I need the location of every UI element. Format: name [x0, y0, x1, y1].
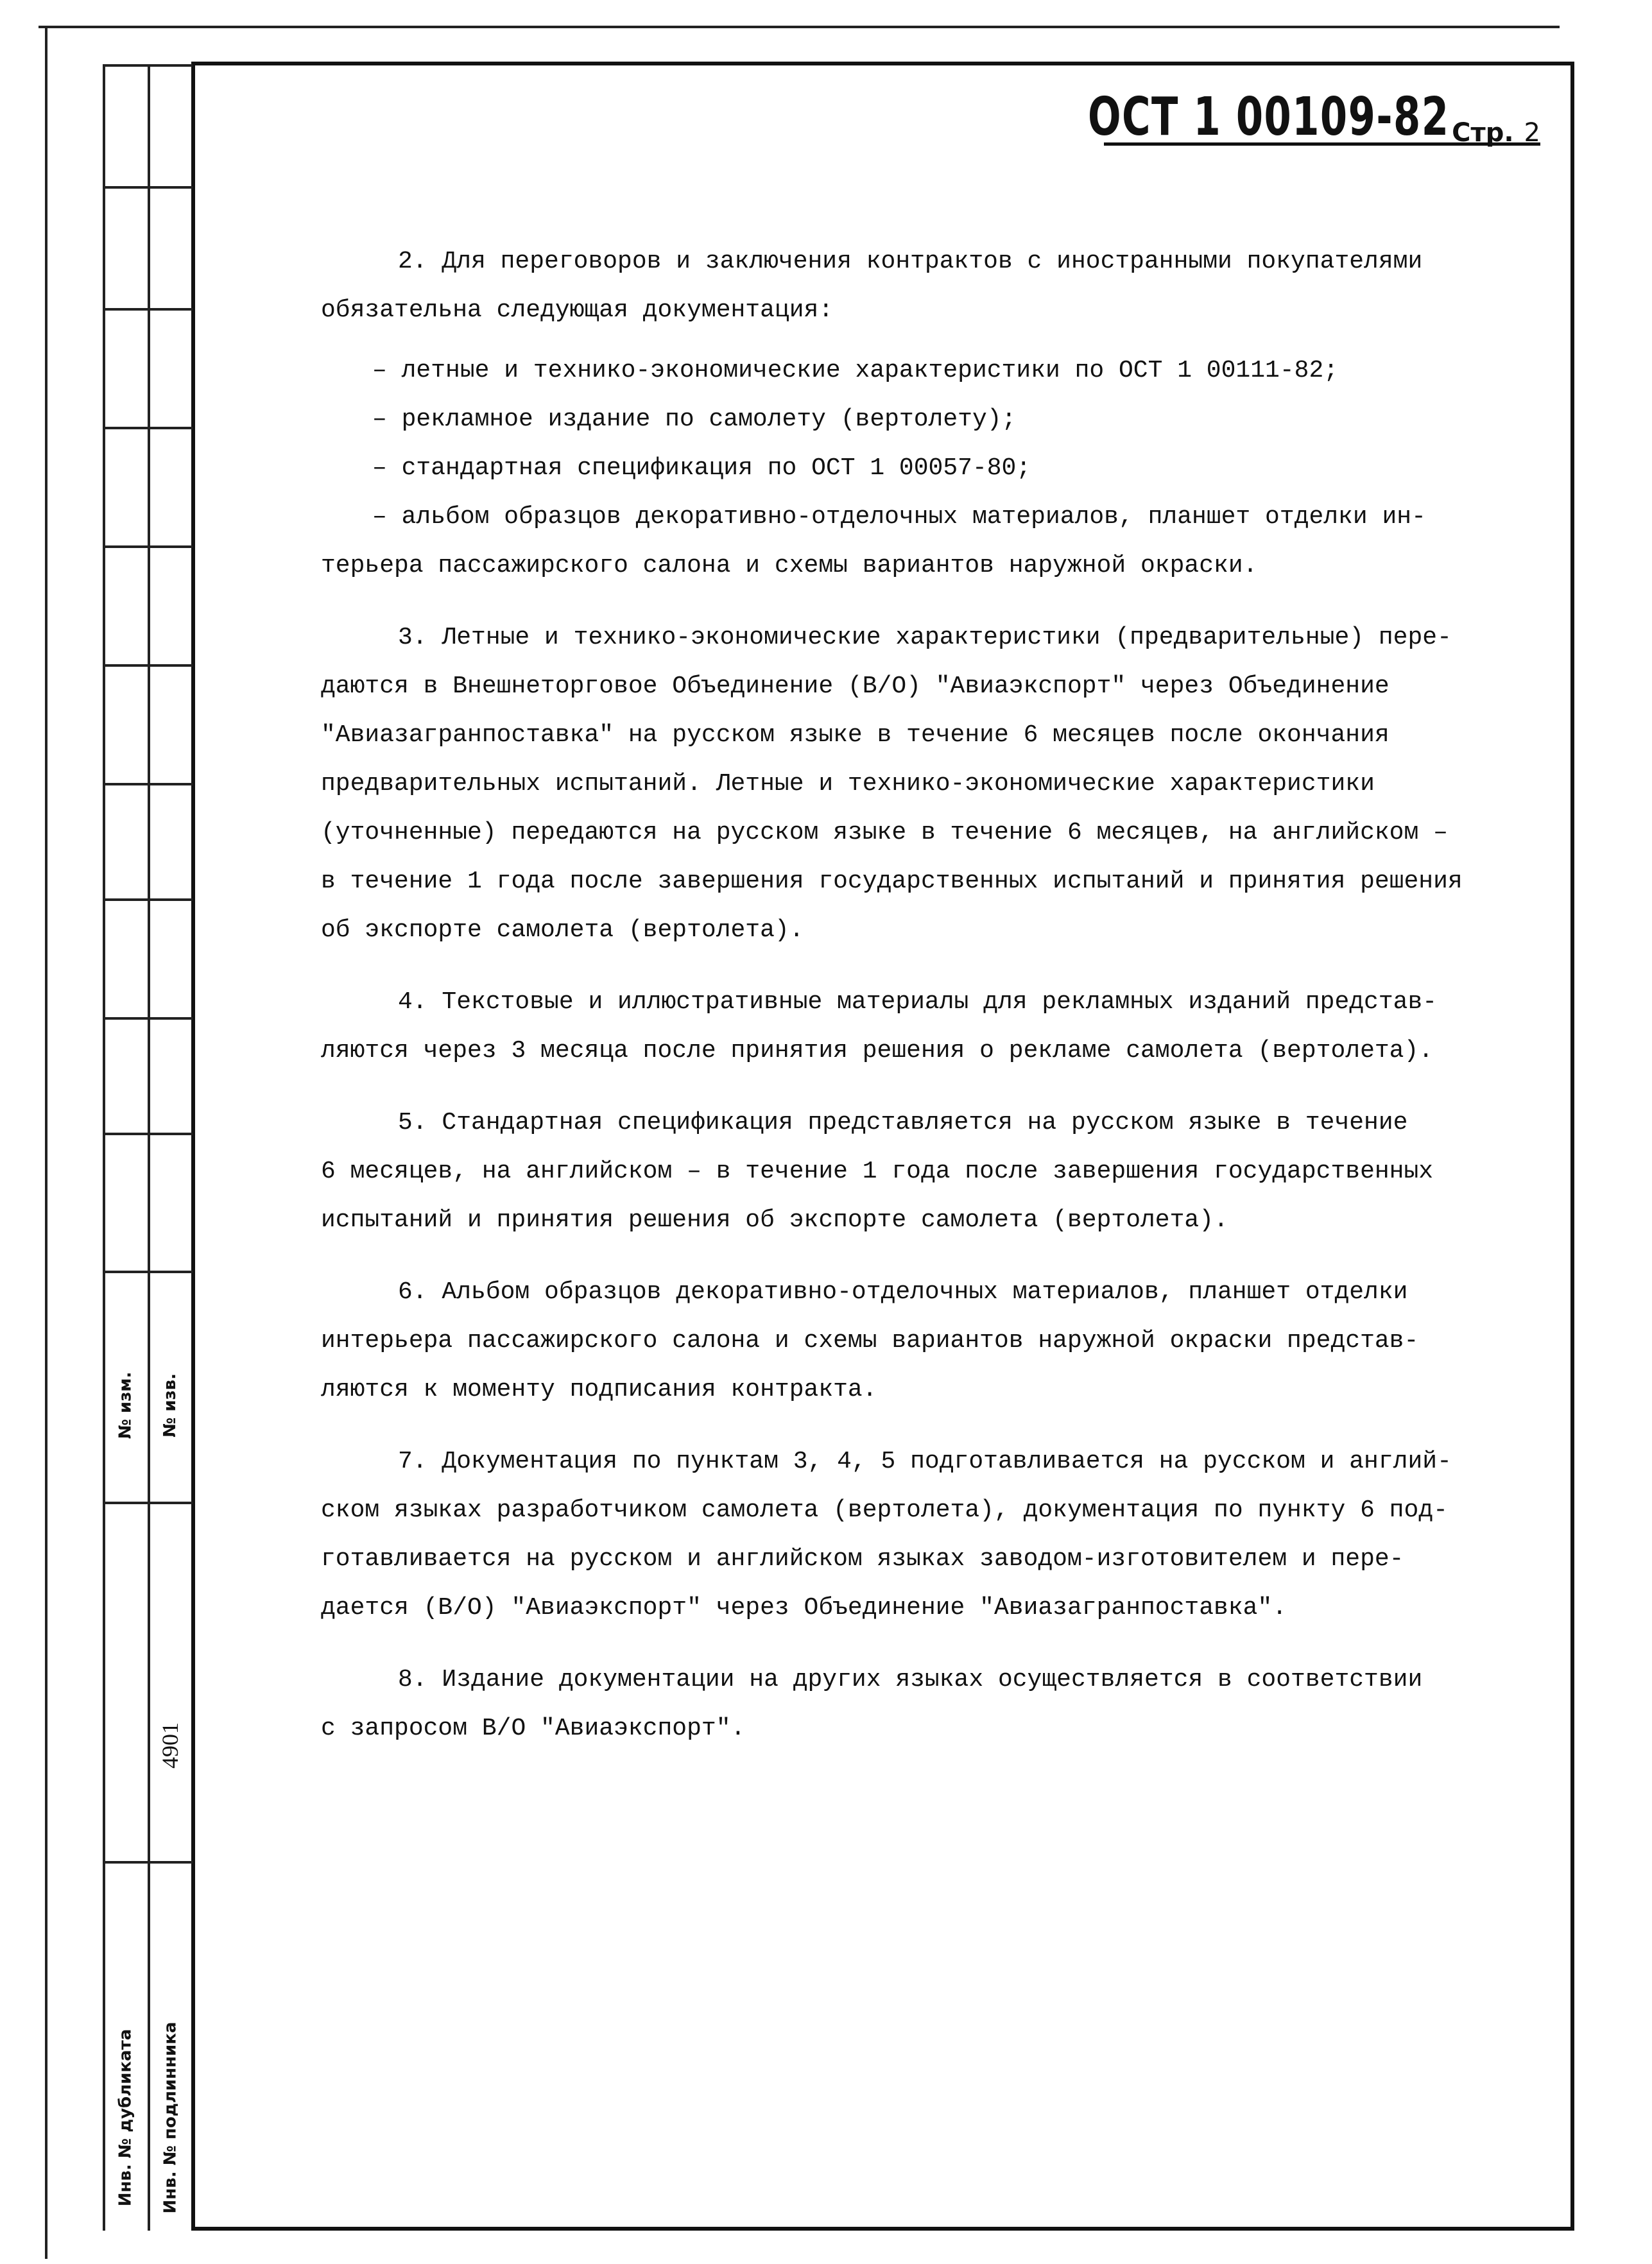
page-label: Стр. — [1452, 118, 1514, 148]
outer-left-border — [45, 26, 47, 2259]
paragraph-2-intro: 2. Для переговоров и заключения контрактов с иностранными покупателями обязательна следующая документация: — [321, 248, 1423, 324]
strip-border-left — [103, 64, 105, 2231]
notice-number-label: № изв. — [160, 1373, 180, 1437]
strip-row-divider — [103, 64, 193, 67]
paragraph-6: 6. Альбом образцов декоративно-отделочных материалов, планшет отделки интерьера пассажирского салона и схемы вариантов наружной окраски представ- ляются к моменту подписания контракта. — [321, 1278, 1419, 1403]
strip-row-divider — [103, 308, 193, 311]
strip-row-divider — [103, 1017, 193, 1020]
strip-row-divider — [103, 1271, 193, 1273]
duplicate-inventory-label: Инв. № дубликата — [116, 2028, 135, 2207]
paragraph-2-tail: терьера пассажирского салона и схемы вариантов наружной окраски. — [321, 552, 1258, 579]
page-number: 2 — [1524, 118, 1540, 148]
paragraph-4: 4. Текстовые и иллюстративные материалы для рекламных изданий представ- ляются через 3 месяца после принятия решения о рекламе самолета (вертолета). — [321, 988, 1438, 1065]
strip-row-divider — [103, 427, 193, 429]
side-stamp-strip — [103, 64, 193, 2231]
list-item: – рекламное издание по самолету (вертолету); — [372, 406, 1017, 433]
paragraph-3: 3. Летные и технико-экономические характеристики (предварительные) пере- даются в Внешнеторговое Объединение (В/О) "Авиаэкспорт" через Объединение "Авиазагранпоставка" на русском языке в течение 6 месяцев после окончания предварительных испытаний. Летные и технико-экономические характеристики (уточненные) передаются на русском языке в течение 6 месяцев, на английском – в течение 1 года после завершения государственных испытаний и принятия решения об экспорте самолета (вертолета). — [321, 624, 1463, 944]
strip-row-divider — [103, 898, 193, 901]
list-item: – стандартная спецификация по ОСТ 1 00057-80; — [372, 454, 1031, 482]
list-item: – альбом образцов декоративно-отделочных материалов, планшет отделки ин- — [372, 503, 1426, 531]
document-body — [321, 237, 1502, 1765]
strip-border-middle — [148, 64, 150, 2231]
list-item: – летные и технико-экономические характеристики по ОСТ 1 00111-82; — [372, 357, 1339, 384]
strip-row-divider — [103, 1861, 193, 1864]
document-code: ОСТ 1 00109-82 — [1087, 87, 1450, 148]
strip-row-divider — [103, 783, 193, 785]
inventory-stamp-number: 4901 — [157, 1722, 183, 1769]
outer-top-border — [39, 26, 1560, 28]
original-inventory-label: Инв. № подлинника — [160, 2021, 180, 2214]
strip-row-divider — [103, 186, 193, 189]
paragraph-7: 7. Документация по пунктам 3, 4, 5 подготавливается на русском и англий- ском языках разработчиком самолета (вертолета), документация по пункту 6 под- готавливается на русском и английском языках заводом-изготовителем и пере- дается (В/О) "Авиаэкспорт" через Объединение "Авиазагранпоставка". — [321, 1448, 1452, 1622]
strip-row-divider — [103, 545, 193, 548]
strip-row-divider — [103, 1502, 193, 1504]
paragraph-5: 5. Стандартная спецификация представляется на русском языке в течение 6 месяцев, на английском – в течение 1 года после завершения государственных испытаний и принятия решения об экспорте самолета (вертолета). — [321, 1109, 1434, 1234]
strip-row-divider — [103, 1133, 193, 1135]
paragraph-8: 8. Издание документации на других языках осуществляется в соответствии с запросом В/О "Авиаэкспорт". — [321, 1666, 1423, 1742]
header-underline — [1104, 142, 1540, 146]
strip-row-divider — [103, 664, 193, 667]
revision-number-label: № изм. — [116, 1371, 135, 1439]
document-header — [1078, 77, 1540, 148]
